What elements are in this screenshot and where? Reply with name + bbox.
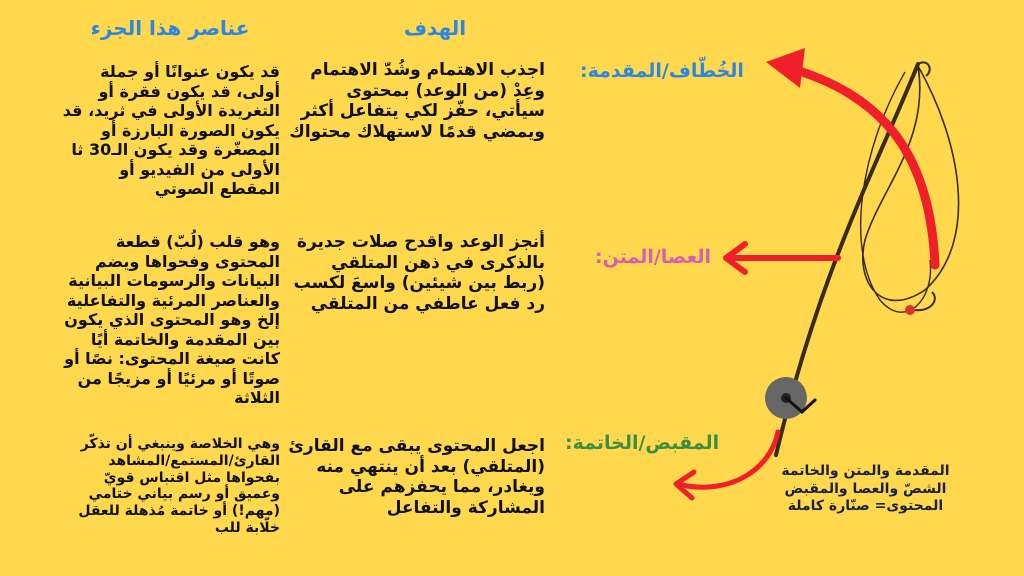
label-hook: الخُطّاف/المقدمة: [580, 60, 744, 82]
goal-handle: اجعل المحتوى يبقى مع القارئ (المتلقي) بعد أن ينتهي منه ويغادر، مما يحفزهم على المشاركة والتفاعل [288, 436, 545, 519]
header-elements: عناصر هذا الجزء [90, 16, 250, 40]
arrow-to-hook [790, 68, 935, 265]
elements-stick: وهو قلب (لُبّ) قطعة المحتوى وفحواها ويضم البيانات والرسومات البيانية والعناصر المرئية والتفاعلية إلخ وهو المحتوى الذي يكون بين المقدمة والخاتمة أيًا كانت صيغة المحتوى: نصًا أو صوتًا أو مرئيًا أو مزيجًا من الثلاثة [64, 232, 280, 408]
fishing-line [863, 66, 959, 300]
elements-handle: وهي الخلاصة وينبغي أن تذكّر القارئ/المستمع/المشاهد بفحواها مثل اقتباس قويّ وعميق أو رسم بياني ختامي (مهم!) أو خاتمة مُذهلة للعقل خلّابة للب [78, 436, 280, 536]
summary-note: المقدمة والمتن والخاتمة الشصّ والعصا والمقبض المحتوى= صنّارة كاملة [781, 463, 950, 514]
label-handle: المقبض/الخاتمة: [565, 432, 720, 454]
goal-hook: اجذب الاهتمام وشُدّ الاهتمام وعِدْ (من الوعد) بمحتوى سيأتي، حفّز لكي يتفاعل أكثر ويمضي قدمًا لاستهلاك محتواك [289, 60, 545, 143]
elements-hook: قد يكون عنوانًا أو جملة أولى، قد يكون فقرة أو التغريدة الأولى في ثريد، قد يكون الصورة البارزة أو المصغّرة وقد يكون الـ30 ثا الأولى من الفيديو أو المقطع الصوتي [62, 62, 280, 199]
header-goal: الهدف [403, 16, 467, 40]
goal-stick: أنجز الوعد واقدح صلات جديرة بالذكرى في ذهن المتلقي (ربط بين شيئين) واسعَ لكسب رد فعل عاطفي من المتلقي [293, 232, 545, 315]
bobber-icon [905, 305, 915, 315]
label-stick: العصا/المتن: [595, 246, 712, 268]
arrow-to-hook-head [766, 48, 805, 88]
